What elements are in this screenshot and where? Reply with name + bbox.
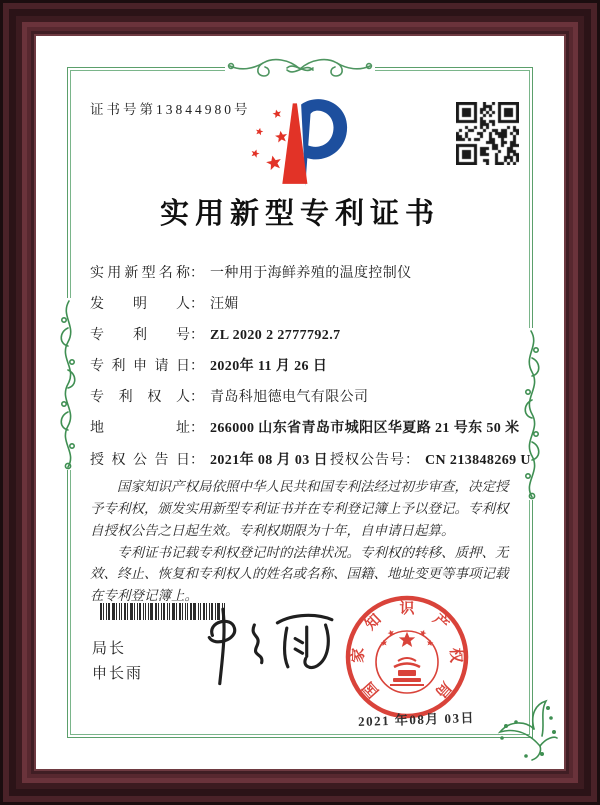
field-value: 汪媚 [210, 297, 239, 312]
cnipa-patent-logo-icon [244, 94, 352, 188]
field-label: 实用新型名称 [90, 266, 190, 281]
field-label: 专利申请日 [90, 359, 190, 374]
left-flourish-ornament [55, 298, 81, 470]
field-value: 266000 山东省青岛市城阳区华夏路 21 号东 50 米 [210, 421, 520, 436]
top-flourish-ornament [225, 54, 375, 84]
field-value: 青岛科旭德电气有限公司 [210, 390, 369, 405]
svg-text:知: 知 [362, 611, 385, 634]
right-flourish-ornament [519, 328, 545, 500]
certificate-paper [36, 36, 564, 769]
flourish-icon [225, 54, 375, 84]
qr-code [456, 102, 520, 166]
flourish-icon [55, 298, 81, 470]
field-grant-number: 授权公告号： CN 213848269 U [330, 453, 531, 468]
field-label: 专利号 [90, 328, 190, 343]
field-label: 地址 [90, 421, 190, 436]
certificate-title: 实用新型专利证书 [159, 198, 440, 230]
signer-name: 申长雨 [92, 665, 144, 682]
svg-text:识: 识 [399, 601, 415, 617]
field-value: 一种用于海鲜养殖的温度控制仪 [210, 266, 412, 281]
field-grant-row: 授权公告日： 2021年 08 月 03 日 授权公告号： CN 213848269 U [90, 449, 328, 469]
svg-text:权: 权 [446, 647, 464, 664]
svg-text:局: 局 [431, 678, 454, 701]
grant-date: 2021年 08 月 03 日 [210, 453, 328, 468]
svg-text:家: 家 [350, 647, 368, 664]
corner-floral-ornament [496, 698, 558, 762]
flourish-icon [519, 328, 545, 500]
field-application-date: 专利申请日： 2020年 11 月 26 日 [90, 355, 327, 375]
field-value: 2020年 11 月 26 日 [210, 359, 328, 374]
field-label: 授权公告日 [90, 453, 190, 468]
svg-text:产: 产 [429, 611, 452, 634]
handwritten-signature [184, 604, 354, 692]
signer-title: 局长 [92, 640, 127, 657]
signer-block [92, 636, 143, 686]
seal-date-stamp: 2021 年08月 03日 [357, 709, 476, 730]
legal-paragraph-2: 专利证书记载专利权登记时的法律状况。专利权的转移、质押、无效、终止、恢复和专利权人的姓名或名称、国籍、地址变更等事项记载在专利登记簿上。 [90, 544, 509, 604]
field-patentee: 专利权人： 青岛科旭德电气有限公司 [90, 386, 368, 406]
field-label: 发明人 [90, 297, 190, 312]
field-label: 专利权人 [90, 390, 190, 405]
field-address: 地址： 266000 山东省青岛市城阳区华夏路 21 号东 50 米 [90, 417, 520, 437]
field-inventor: 发明人： 汪媚 [90, 293, 239, 313]
legal-paragraph-1: 国家知识产权局依照中华人民共和国专利法经过初步审查，决定授予专利权，颁发实用新型专利证书并在专利登记簿上予以登记。专利权自授权公告之日起生效。专利权期限为十年，自申请日起算。 [90, 479, 509, 538]
field-utility-model-name: 实用新型名称： 一种用于海鲜养殖的温度控制仪 [90, 262, 412, 282]
svg-text:国: 国 [360, 678, 383, 701]
field-value: ZL 2020 2 2777792.7 [210, 328, 341, 343]
certificate-number: 证书号第13844980号 [90, 102, 251, 117]
field-patent-number: 专利号： ZL 2020 2 2777792.7 [90, 324, 341, 344]
field-label: 授权公告号 [330, 453, 405, 468]
grant-number: CN 213848269 U [425, 453, 531, 468]
